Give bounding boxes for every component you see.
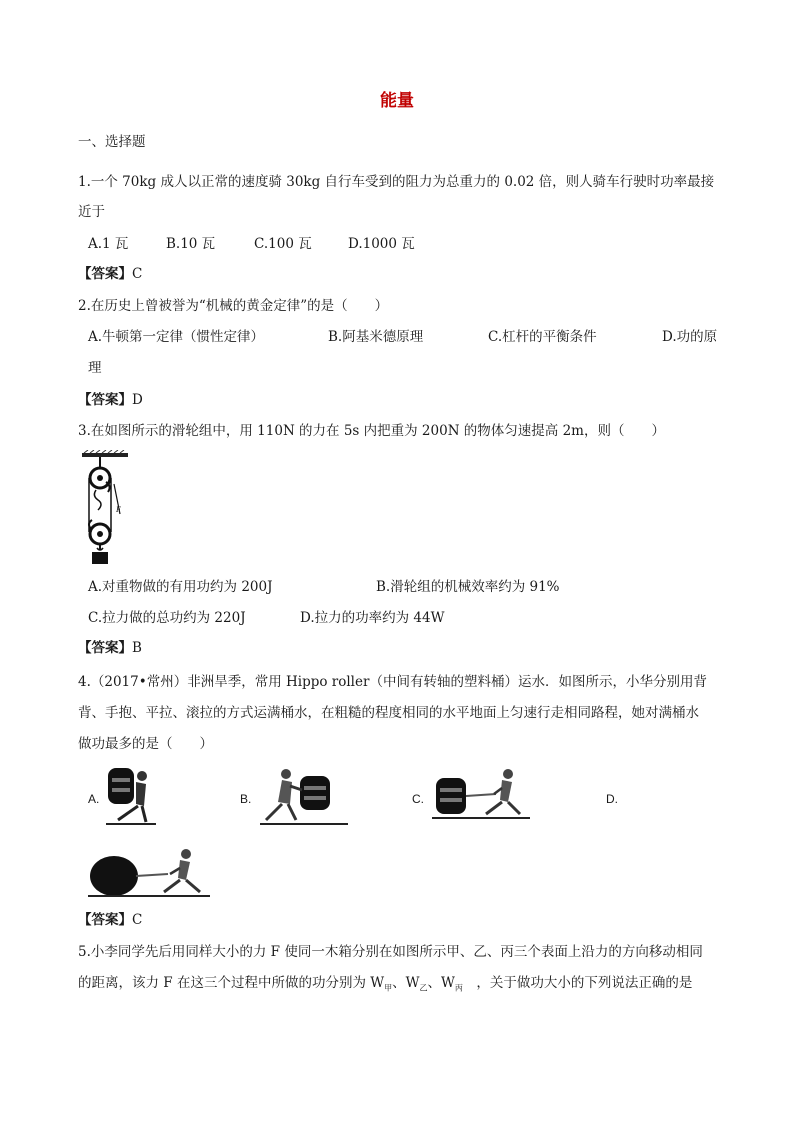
q1-option-a: A.1 瓦: [88, 236, 129, 252]
person-head: [137, 771, 147, 781]
q4-option-a-label: A.: [88, 792, 100, 806]
q1-stem-line1: 1.一个 70kg 成人以正常的速度骑 30kg 自行车受到的阻力为总重力的 0.02 倍，则人骑车行驶时功率最接: [78, 174, 715, 190]
q2-answer: 【答案】D: [78, 392, 143, 408]
q5-stem-line2: 的距离，该力 F 在这三个过程中所做的功分别为 $W_甲$、$W_乙$、$W_丙$ ，关于做功大小的下列说法正确的是: [78, 975, 693, 993]
q4-answer: 【答案】C: [78, 912, 143, 928]
q4-option-b-label: B.: [240, 792, 252, 806]
weight-block: [92, 552, 108, 564]
q3-option-a: A.对重物做的有用功约为 200J: [88, 579, 273, 595]
person-head: [181, 849, 191, 859]
ceiling-hatch: [84, 450, 124, 453]
q2-option-a: A.牛顿第一定律（惯性定律）: [88, 329, 265, 345]
q4-stem-line3: 做功最多的是（ ）: [78, 736, 213, 752]
q5-stem-line1: 5.小李同学先后用同样大小的力 F 使同一木箱分别在如图所示甲、乙、丙三个表面上沿力的方向移动相同: [78, 944, 703, 960]
water-barrel: [90, 856, 138, 896]
force-label: F: [116, 505, 121, 514]
carry-on-back-figure: [100, 764, 162, 828]
q4-option-c-label: C.: [412, 792, 424, 806]
q1-answer: 【答案】C: [78, 266, 143, 282]
q2-option-d-wrap: 理: [88, 360, 102, 376]
q1-option-d: D.1000 瓦: [348, 236, 415, 252]
q4-stem-line2: 背、手抱、平拉、滚拉的方式运满桶水，在粗糙的程度相同的水平地面上匀速行走相同路程，她对满桶水: [78, 705, 699, 721]
hold-in-arms-figure: [256, 764, 352, 828]
q3-answer: 【答案】B: [78, 640, 142, 656]
q3-stem: 3.在如图所示的滑轮组中，用 110N 的力在 5s 内把重为 200N 的物体匀速提高 2m，则（ ）: [78, 423, 665, 439]
q2-option-c: C.杠杆的平衡条件: [488, 329, 597, 345]
q1-option-b: B.10 瓦: [166, 236, 216, 252]
ceiling-bar: [82, 453, 128, 457]
q2-option-b: B.阿基米德原理: [328, 329, 424, 345]
q1-option-c: C.100 瓦: [254, 236, 312, 252]
flat-drag-figure: [430, 764, 534, 824]
q4-stem-line1: 4.（2017•常州）非洲旱季，常用 Hippo roller（中间有转轴的塑料桶）运水．如图所示，小华分别用背: [78, 674, 707, 690]
water-barrel: [108, 768, 134, 804]
q3-option-c: C.拉力做的总功约为 220J: [88, 610, 246, 626]
q3-option-b: B.滑轮组的机械效率约为 91%: [376, 579, 560, 595]
person-head: [503, 769, 513, 779]
drag-rope: [466, 794, 496, 796]
pulley-system-figure: [80, 450, 130, 568]
water-barrel: [436, 778, 466, 814]
q2-option-d: D.功的原: [662, 329, 718, 345]
page-title: 能量: [380, 91, 414, 111]
q2-stem: 2.在历史上曾被誉为“机械的黄金定律”的是（ ）: [78, 298, 389, 314]
pull-handle: [136, 874, 168, 876]
q1-stem-line2: 近于: [78, 204, 105, 220]
water-barrel: [300, 776, 330, 810]
person-head: [281, 769, 291, 779]
q4-option-d-label: D.: [606, 792, 618, 806]
section-heading: 一、选择题: [78, 134, 146, 150]
q3-option-d: D.拉力的功率约为 44W: [300, 610, 445, 626]
roll-pull-figure: [86, 842, 214, 900]
